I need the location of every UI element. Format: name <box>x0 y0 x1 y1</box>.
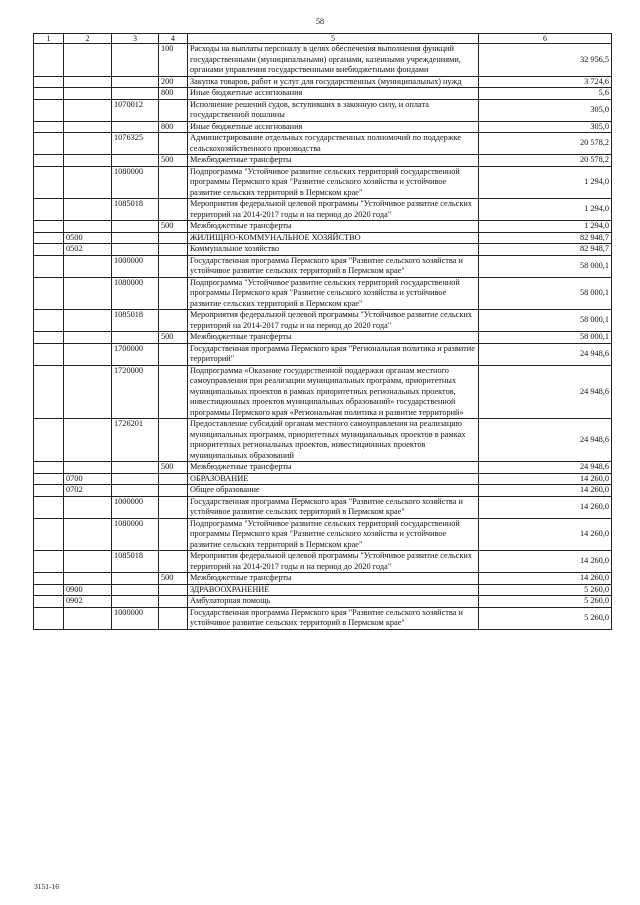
table-row <box>34 255 612 277</box>
section-cell <box>34 166 64 199</box>
description-cell: Межбюджетные трансферты <box>188 221 479 233</box>
target-article-cell: 1700000 <box>112 343 159 365</box>
expense-type-cell: 500 <box>159 332 188 344</box>
amount-cell: 14 260,0 <box>479 473 612 485</box>
section-cell <box>34 99 64 121</box>
table-row <box>34 573 612 585</box>
subsection-cell: 0500 <box>64 232 112 244</box>
expense-type-cell <box>159 199 188 221</box>
expense-type-cell <box>159 485 188 497</box>
target-article-cell: 1085018 <box>112 551 159 573</box>
target-article-cell <box>112 88 159 100</box>
expense-type-cell <box>159 99 188 121</box>
table-row <box>34 76 612 88</box>
amount-cell: 20 578,2 <box>479 155 612 167</box>
table-row <box>34 473 612 485</box>
expense-type-cell <box>159 255 188 277</box>
subsection-cell <box>64 221 112 233</box>
description-cell: Подпрограмма "Устойчивое развитие сельских территорий государственной программы Пермского края "Развитие сельского хозяйства и устойчивое развитие сельских территорий в Пермском крае" <box>188 166 479 199</box>
amount-cell: 1 294,0 <box>479 221 612 233</box>
section-cell <box>34 607 64 629</box>
target-article-cell: 1000000 <box>112 255 159 277</box>
description-cell: Межбюджетные трансферты <box>188 573 479 585</box>
amount-cell: 58 000,1 <box>479 255 612 277</box>
target-article-cell: 1070012 <box>112 99 159 121</box>
subsection-cell <box>64 99 112 121</box>
target-article-cell: 1085018 <box>112 310 159 332</box>
section-cell <box>34 232 64 244</box>
target-article-cell: 1726201 <box>112 419 159 462</box>
target-article-cell: 1000000 <box>112 496 159 518</box>
target-article-cell: 1080000 <box>112 166 159 199</box>
description-cell: Амбулаторная помощь <box>188 596 479 608</box>
amount-cell: 5 260,0 <box>479 607 612 629</box>
table-row <box>34 596 612 608</box>
description-cell: Государственная программа Пермского края "Региональная политика и развитие территорий" <box>188 343 479 365</box>
table-row <box>34 551 612 573</box>
target-article-cell: 1080000 <box>112 518 159 551</box>
table-row <box>34 332 612 344</box>
amount-cell: 14 260,0 <box>479 496 612 518</box>
description-cell: Государственная программа Пермского края "Развитие сельского хозяйства и устойчивое развитие сельских территорий в Пермском крае" <box>188 255 479 277</box>
expense-type-cell: 100 <box>159 44 188 77</box>
description-cell: Подпрограмма "Устойчивое развитие сельских территорий государственной программы Пермского края "Развитие сельского хозяйства и устойчивое развитие сельских территорий в Пермском крае" <box>188 277 479 310</box>
target-article-cell: 1000000 <box>112 607 159 629</box>
target-article-cell: 1720000 <box>112 365 159 419</box>
subsection-cell <box>64 310 112 332</box>
table-header-row <box>34 34 612 44</box>
target-article-cell <box>112 573 159 585</box>
header-cell: 6 <box>479 34 612 44</box>
description-cell: Межбюджетные трансферты <box>188 462 479 474</box>
target-article-cell <box>112 332 159 344</box>
amount-cell: 305,0 <box>479 99 612 121</box>
section-cell <box>34 573 64 585</box>
subsection-cell <box>64 155 112 167</box>
header-cell: 2 <box>64 34 112 44</box>
description-cell: Межбюджетные трансферты <box>188 155 479 167</box>
target-article-cell <box>112 121 159 133</box>
table-body <box>34 34 612 630</box>
expense-type-cell <box>159 343 188 365</box>
description-cell: Мероприятия федеральной целевой программы "Устойчивое развитие сельских территорий на 2014-2017 годы и на период до 2020 года" <box>188 551 479 573</box>
amount-cell: 1 294,0 <box>479 166 612 199</box>
header-cell: 1 <box>34 34 64 44</box>
expense-type-cell <box>159 419 188 462</box>
amount-cell: 5,6 <box>479 88 612 100</box>
expense-type-cell: 500 <box>159 462 188 474</box>
table-row <box>34 99 612 121</box>
section-cell <box>34 244 64 256</box>
section-cell <box>34 199 64 221</box>
subsection-cell <box>64 133 112 155</box>
section-cell <box>34 518 64 551</box>
subsection-cell: 0702 <box>64 485 112 497</box>
expense-type-cell <box>159 133 188 155</box>
section-cell <box>34 76 64 88</box>
amount-cell: 14 260,0 <box>479 573 612 585</box>
description-cell: Иные бюджетные ассигнования <box>188 88 479 100</box>
description-cell: Подпрограмма «Оказание государственной поддержки органам местного самоуправления при реализации муниципальных программ, приоритетных муниципальных проектов в рамках приоритетных региональных проектов, инвестиционных проектов муниципальных образований» государственной программы Пермского края «Региональная политика и развитие территорий» <box>188 365 479 419</box>
amount-cell: 58 000,1 <box>479 310 612 332</box>
subsection-cell: 0902 <box>64 596 112 608</box>
target-article-cell: 1076325 <box>112 133 159 155</box>
subsection-cell <box>64 255 112 277</box>
section-cell <box>34 584 64 596</box>
amount-cell: 32 956,5 <box>479 44 612 77</box>
section-cell <box>34 551 64 573</box>
description-cell: Иные бюджетные ассигнования <box>188 121 479 133</box>
amount-cell: 14 260,0 <box>479 518 612 551</box>
subsection-cell <box>64 277 112 310</box>
budget-table <box>33 33 612 630</box>
table-row <box>34 485 612 497</box>
subsection-cell <box>64 166 112 199</box>
header-cell: 3 <box>112 34 159 44</box>
subsection-cell <box>64 573 112 585</box>
subsection-cell <box>64 462 112 474</box>
description-cell: ЖИЛИЩНО-КОММУНАЛЬНОЕ ХОЗЯЙСТВО <box>188 232 479 244</box>
table-row <box>34 44 612 77</box>
target-article-cell <box>112 584 159 596</box>
header-cell: 5 <box>188 34 479 44</box>
subsection-cell: 0900 <box>64 584 112 596</box>
subsection-cell: 0700 <box>64 473 112 485</box>
table-row <box>34 277 612 310</box>
target-article-cell <box>112 232 159 244</box>
target-article-cell <box>112 221 159 233</box>
section-cell <box>34 462 64 474</box>
subsection-cell <box>64 343 112 365</box>
description-cell: Администрирование отдельных государственных полномочий по поддержке сельскохозяйственного производства <box>188 133 479 155</box>
target-article-cell <box>112 462 159 474</box>
amount-cell: 58 000,1 <box>479 277 612 310</box>
amount-cell: 24 948,6 <box>479 462 612 474</box>
section-cell <box>34 121 64 133</box>
section-cell <box>34 496 64 518</box>
table-row <box>34 133 612 155</box>
target-article-cell: 1080000 <box>112 277 159 310</box>
subsection-cell <box>64 332 112 344</box>
expense-type-cell <box>159 518 188 551</box>
header-cell: 4 <box>159 34 188 44</box>
description-cell: Государственная программа Пермского края "Развитие сельского хозяйства и устойчивое развитие сельских территорий в Пермском крае" <box>188 496 479 518</box>
target-article-cell: 1085018 <box>112 199 159 221</box>
description-cell: Мероприятия федеральной целевой программы "Устойчивое развитие сельских территорий на 2014-2017 годы и на период до 2020 года" <box>188 199 479 221</box>
amount-cell: 5 260,0 <box>479 584 612 596</box>
page-number: 58 <box>316 17 324 26</box>
expense-type-cell <box>159 551 188 573</box>
section-cell <box>34 310 64 332</box>
expense-type-cell: 800 <box>159 88 188 100</box>
table-row <box>34 343 612 365</box>
description-cell: Закупка товаров, работ и услуг для государственных (муниципальных) нужд <box>188 76 479 88</box>
table-row <box>34 607 612 629</box>
amount-cell: 20 578,2 <box>479 133 612 155</box>
amount-cell: 1 294,0 <box>479 199 612 221</box>
description-cell: Предоставление субсидий органам местного самоуправления на реализацию муниципальных программ, приоритетных муниципальных проектов в рамках приоритетных региональных проектов, инвестиционных проектов муниципальных образований <box>188 419 479 462</box>
section-cell <box>34 343 64 365</box>
subsection-cell <box>64 76 112 88</box>
section-cell <box>34 44 64 77</box>
description-cell: Расходы на выплаты персоналу в целях обеспечения выполнения функций государственными (муниципальными) органами, казенными учреждениями, органами управления государственными внебюджетными фондами <box>188 44 479 77</box>
table-row <box>34 496 612 518</box>
expense-type-cell <box>159 166 188 199</box>
description-cell: Государственная программа Пермского края "Развитие сельского хозяйства и устойчивое развитие сельских территорий в Пермском крае" <box>188 607 479 629</box>
amount-cell: 58 000,1 <box>479 332 612 344</box>
table-row <box>34 584 612 596</box>
table-row <box>34 221 612 233</box>
subsection-cell <box>64 365 112 419</box>
expense-type-cell <box>159 584 188 596</box>
table-row <box>34 88 612 100</box>
description-cell: Межбюджетные трансферты <box>188 332 479 344</box>
table-row <box>34 244 612 256</box>
section-cell <box>34 133 64 155</box>
description-cell: Исполнение решений судов, вступивших в законную силу, и оплата государственной пошлины <box>188 99 479 121</box>
section-cell <box>34 255 64 277</box>
expense-type-cell <box>159 596 188 608</box>
amount-cell: 24 948,6 <box>479 365 612 419</box>
section-cell <box>34 596 64 608</box>
section-cell <box>34 419 64 462</box>
expense-type-cell <box>159 496 188 518</box>
subsection-cell <box>64 518 112 551</box>
expense-type-cell: 500 <box>159 573 188 585</box>
target-article-cell <box>112 44 159 77</box>
amount-cell: 3 724,6 <box>479 76 612 88</box>
section-cell <box>34 88 64 100</box>
expense-type-cell: 500 <box>159 221 188 233</box>
section-cell <box>34 277 64 310</box>
section-cell <box>34 332 64 344</box>
expense-type-cell: 200 <box>159 76 188 88</box>
table-row <box>34 155 612 167</box>
amount-cell: 24 948,6 <box>479 419 612 462</box>
section-cell <box>34 365 64 419</box>
subsection-cell <box>64 496 112 518</box>
expense-type-cell <box>159 607 188 629</box>
amount-cell: 5 260,0 <box>479 596 612 608</box>
expense-type-cell <box>159 365 188 419</box>
target-article-cell <box>112 473 159 485</box>
expense-type-cell <box>159 473 188 485</box>
expense-type-cell <box>159 310 188 332</box>
amount-cell: 82 948,7 <box>479 232 612 244</box>
amount-cell: 24 948,6 <box>479 343 612 365</box>
description-cell: Мероприятия федеральной целевой программы "Устойчивое развитие сельских территорий на 2014-2017 годы и на период до 2020 года" <box>188 310 479 332</box>
target-article-cell <box>112 244 159 256</box>
expense-type-cell: 500 <box>159 155 188 167</box>
description-cell: Подпрограмма "Устойчивое развитие сельских территорий государственной программы Пермского края "Развитие сельского хозяйства и устойчивое развитие сельских территорий в Пермском крае" <box>188 518 479 551</box>
description-cell: Коммунальное хозяйство <box>188 244 479 256</box>
table-row <box>34 365 612 419</box>
subsection-cell <box>64 607 112 629</box>
amount-cell: 14 260,0 <box>479 485 612 497</box>
table-row <box>34 121 612 133</box>
table-row <box>34 199 612 221</box>
target-article-cell <box>112 155 159 167</box>
subsection-cell <box>64 199 112 221</box>
section-cell <box>34 473 64 485</box>
table-row <box>34 419 612 462</box>
target-article-cell <box>112 76 159 88</box>
subsection-cell <box>64 88 112 100</box>
footer-document-code: 3151-16 <box>34 882 59 891</box>
expense-type-cell: 800 <box>159 121 188 133</box>
expense-type-cell <box>159 277 188 310</box>
section-cell <box>34 485 64 497</box>
description-cell: ЗДРАВООХРАНЕНИЕ <box>188 584 479 596</box>
target-article-cell <box>112 596 159 608</box>
subsection-cell <box>64 44 112 77</box>
section-cell <box>34 155 64 167</box>
subsection-cell <box>64 121 112 133</box>
amount-cell: 82 948,7 <box>479 244 612 256</box>
subsection-cell: 0502 <box>64 244 112 256</box>
amount-cell: 305,0 <box>479 121 612 133</box>
expense-type-cell <box>159 244 188 256</box>
expense-type-cell <box>159 232 188 244</box>
table-row <box>34 518 612 551</box>
subsection-cell <box>64 419 112 462</box>
description-cell: Общее образование <box>188 485 479 497</box>
target-article-cell <box>112 485 159 497</box>
table-row <box>34 166 612 199</box>
amount-cell: 14 260,0 <box>479 551 612 573</box>
subsection-cell <box>64 551 112 573</box>
table-row <box>34 232 612 244</box>
description-cell: ОБРАЗОВАНИЕ <box>188 473 479 485</box>
table-row <box>34 310 612 332</box>
section-cell <box>34 221 64 233</box>
table-row <box>34 462 612 474</box>
